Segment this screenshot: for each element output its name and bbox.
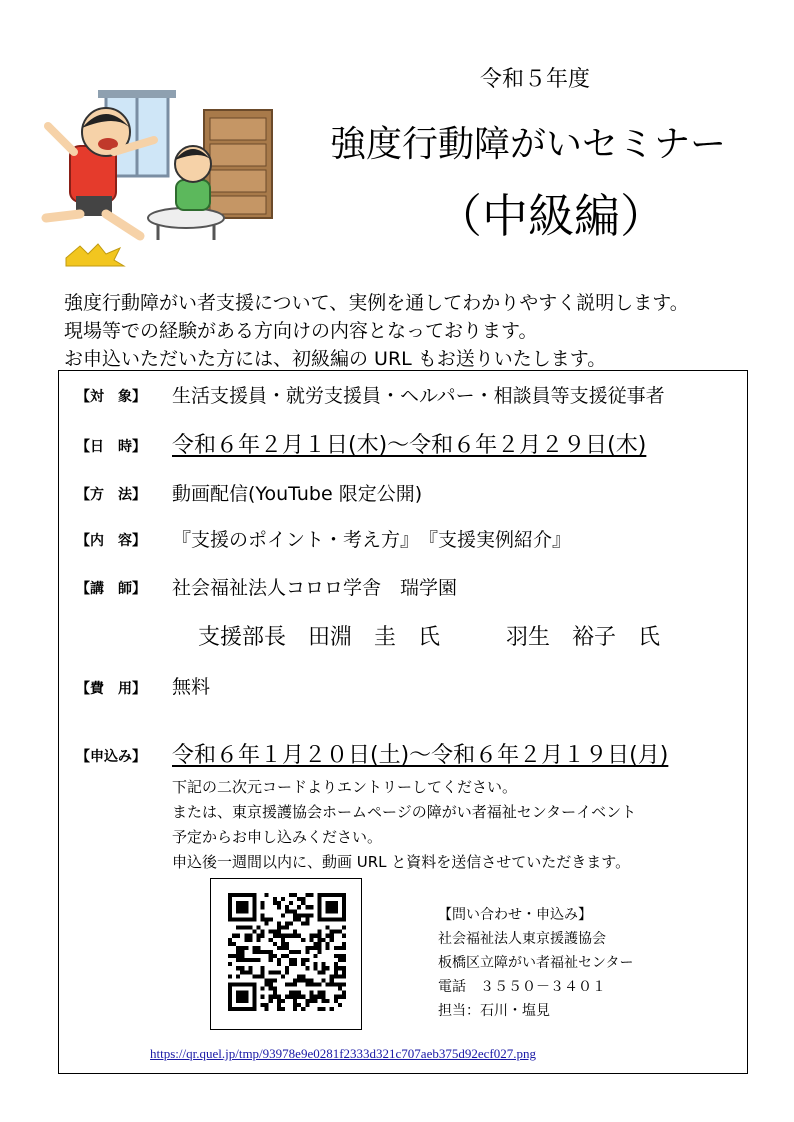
qr-code-icon[interactable] [228,893,346,1011]
apply-note-4: 申込後一週間以内に、動画 URL と資料を送信させていただきます。 [172,853,631,871]
seminar-title: 強度行動障がいセミナー [330,124,727,165]
method-value: 動画配信(YouTube 限定公開) [172,483,423,505]
content-label: 【内 容】 [76,533,146,549]
details-box [58,370,748,1074]
apply-note-3: 予定からお申し込みください。 [172,828,383,846]
contact-center: 板橋区立障がい者福祉センター [438,955,634,971]
apply-period: 令和６年１月２０日(土)～令和６年２月１９日(月) [172,743,669,768]
fee-label: 【費 用】 [76,681,146,697]
contact-org: 社会福祉法人東京援護協会 [438,931,606,947]
target-value: 生活支援員・就労支援員・ヘルパー・相談員等支援従事者 [172,385,665,407]
qr-url-link[interactable]: https://qr.quel.jp/tmp/93978e9e0281f2333d321c707aeb375d92ecf027.png [150,1046,536,1061]
apply-note-2: または、東京援護協会ホームページの障がい者福祉センターイベント [172,803,637,821]
lecturer-names: 支援部長 田淵 圭 氏 羽生 裕子 氏 [198,625,661,650]
contact-heading: 【問い合わせ・申込み】 [438,907,592,923]
apply-note-1: 下記の二次元コードよりエントリーしてください。 [172,778,518,796]
date-label: 【日 時】 [76,439,146,455]
target-label: 【対 象】 [76,389,146,405]
lecturer-label: 【講 師】 [76,581,146,597]
method-label: 【方 法】 [76,487,146,503]
fee-value: 無料 [172,676,211,698]
contact-person: 担当：石川・塩見 [438,1003,550,1019]
lecturer-org: 社会福祉法人コロロ学舎 瑞学園 [172,577,458,599]
fiscal-year: 令和５年度 [480,67,591,92]
intro-line-2: 現場等での経験がある方向けの内容となっております。 [64,320,538,342]
content-value: 『支援のポイント・考え方』 『支援実例紹介』 [172,529,572,551]
seminar-subtitle: （中級編） [436,189,666,243]
intro-line-3: お申込いただいた方には、初級編の URL もお送りいたします。 [64,348,607,370]
contact-phone: 電話 ３５５０－３４０１ [438,979,606,995]
children-illustration [36,88,286,268]
apply-label: 【申込み】 [76,749,146,765]
intro-line-1: 強度行動障がい者支援について、実例を通してわかりやすく説明します。 [64,292,689,314]
date-value: 令和６年２月１日(木)～令和６年２月２９日(木) [172,433,647,458]
